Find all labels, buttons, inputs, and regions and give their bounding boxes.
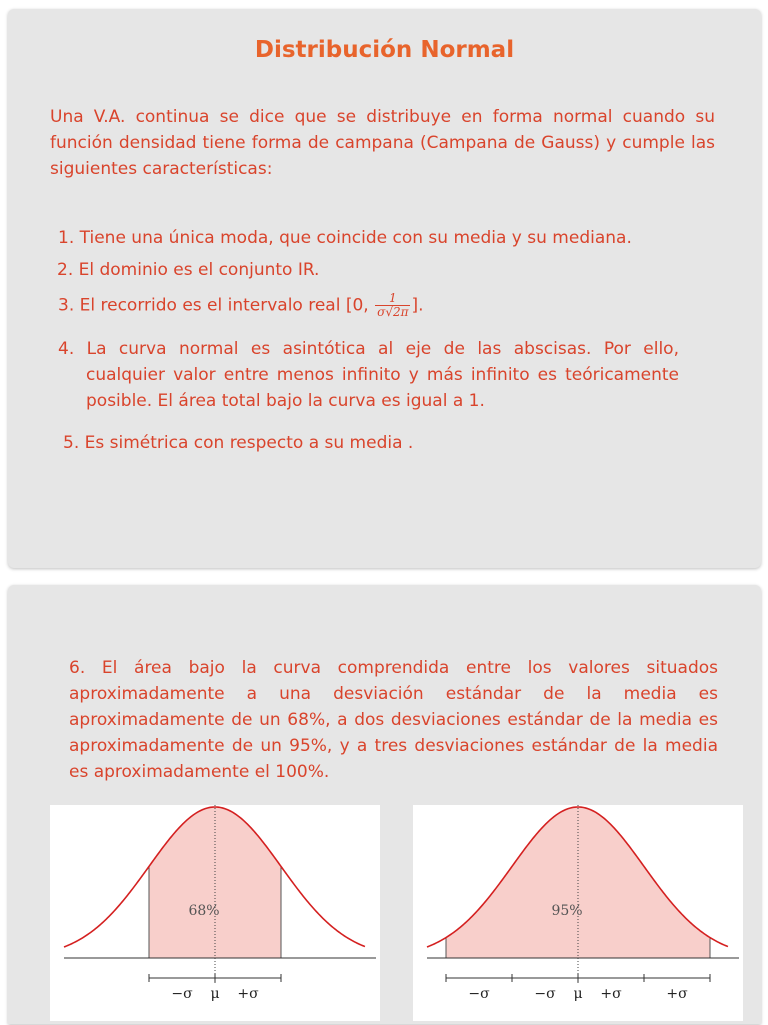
chart-68-svg xyxy=(50,805,380,1021)
area-percentage-label: 95% xyxy=(551,903,583,919)
tick-label: μ xyxy=(573,986,583,1002)
item6-paragraph: 6. El área bajo la curva comprendida entre los valores situados aproximadamente a una desviación estándar de la media es aproximadamente de un 68%, a dos desviaciones estándar de la media es aproximadamente de un 95%, y a tres desviaciones estándar de la media es aproximadamente el 100%. xyxy=(69,658,718,782)
tick-label: −σ xyxy=(468,986,490,1002)
fraction-denominator: σ√2π xyxy=(377,305,409,319)
area-percentage-label: 68% xyxy=(188,903,220,919)
tick-label: +σ xyxy=(666,986,688,1002)
list-item-3 xyxy=(58,292,728,319)
normal-curve-chart-68 xyxy=(50,805,380,1021)
tick-label: −σ xyxy=(171,986,193,1002)
tick-label: +σ xyxy=(237,986,259,1002)
list-item-4 xyxy=(58,336,679,414)
item4-text: 4. La curva normal es asintótica al eje de las abscisas. Por ello, cualquier valor entre menos infinito y más infinito es teóricamente posible. El área total bajo la curva es igual a 1. xyxy=(58,339,679,411)
tick-label: +σ xyxy=(600,986,622,1002)
chart-95-svg xyxy=(413,805,743,1021)
tick-label: μ xyxy=(210,986,220,1002)
tick-label: −σ xyxy=(534,986,556,1002)
intro-paragraph: Una V.A. continua se dice que se distribuye en forma normal cuando su función densidad tiene forma de campana (Campana de Gauss) y cumple las siguientes características: xyxy=(50,107,715,179)
list-item-5: 5. Es simétrica con respecto a su media . xyxy=(63,433,414,453)
slide-2 xyxy=(8,585,761,1024)
item3-end: ]. xyxy=(411,295,424,316)
list-item-2: 2. El dominio es el conjunto IR. xyxy=(57,260,320,280)
fraction-numerator: 1 xyxy=(375,292,410,306)
slide-title: Distribución Normal xyxy=(254,37,515,63)
normal-curve-chart-95 xyxy=(413,805,743,1021)
list-item-1: 1. Tiene una única moda, que coincide con su media y su mediana. xyxy=(58,228,632,248)
item3-text: 3. El recorrido es el intervalo real [0, xyxy=(58,295,375,316)
fraction xyxy=(375,292,410,319)
slide-1 xyxy=(8,9,761,568)
